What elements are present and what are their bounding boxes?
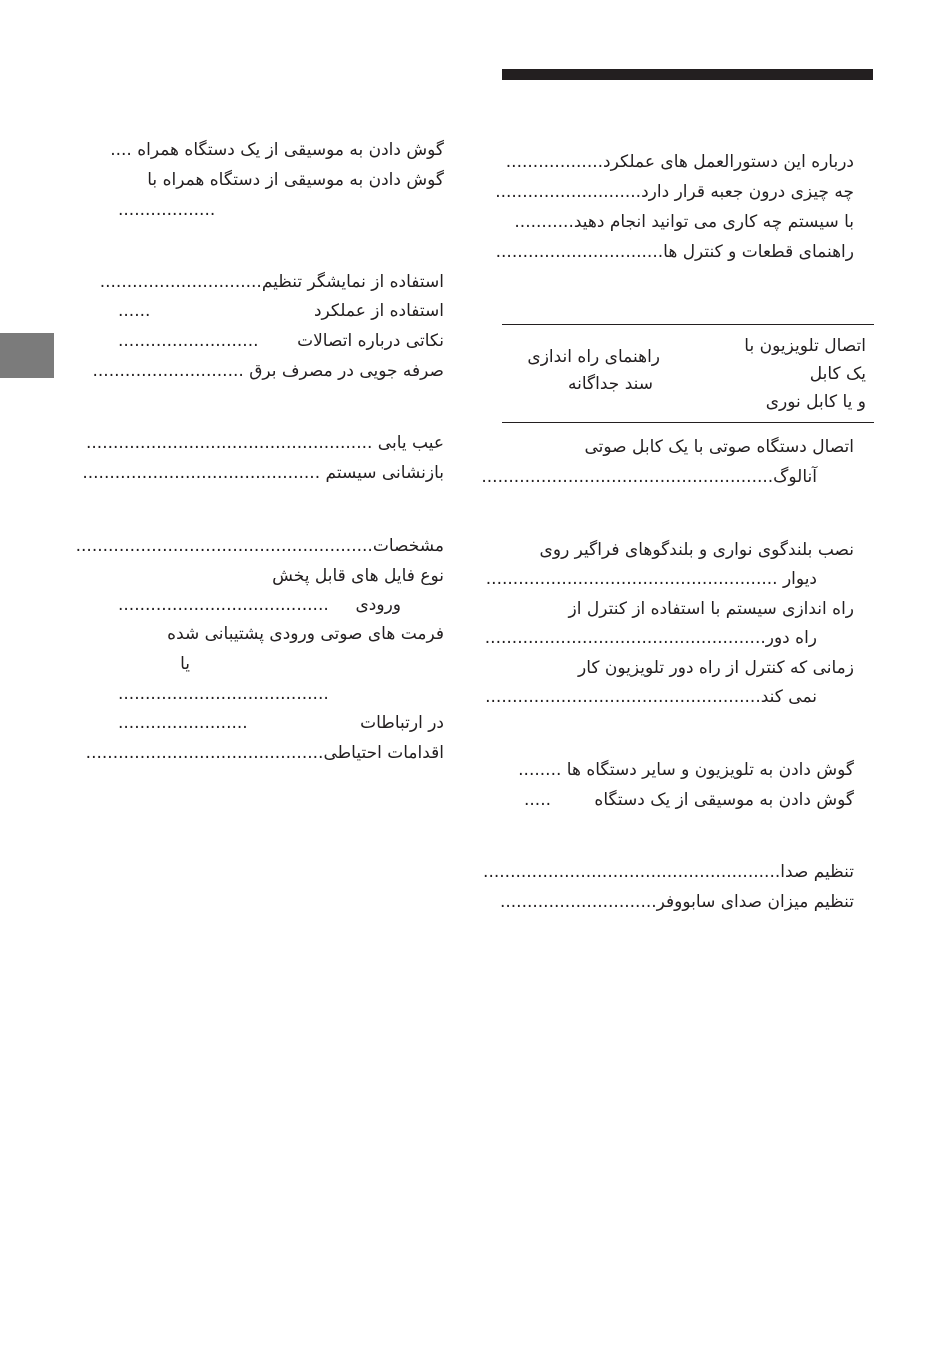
toc-entry: درباره این دستورالعمل های عملکرد.................. xyxy=(505,152,854,172)
toc-leader: ...... xyxy=(118,301,151,321)
toc-entry: راه دور.................................................... xyxy=(484,628,817,648)
toc-leader: .................. xyxy=(118,200,216,220)
table-cell-text: سند جداگانه xyxy=(568,374,653,394)
toc-entry: چه چیزی درون جعبه قرار دارد........................... xyxy=(495,182,854,202)
toc-entry: نصب بلندگوی نواری و بلندگوهای فراگیر روی xyxy=(539,540,854,560)
toc-entry: آنالوگ...................................................... xyxy=(481,467,817,487)
toc-entry: نمی کند................................................... xyxy=(485,687,817,707)
toc-entry: یا xyxy=(180,654,190,674)
toc-entry: تنظیم میزان صدای سابووفر............................. xyxy=(499,892,854,912)
toc-entry: گوش دادن به موسیقی از یک دستگاه همراه .... xyxy=(110,140,444,160)
table-cell-text: و یا کابل نوری xyxy=(765,392,866,412)
table-bottom-rule xyxy=(502,422,874,423)
toc-entry: مشخصات....................................................... xyxy=(75,536,444,556)
toc-entry: بازنشانی سیستم ............................................ xyxy=(82,463,444,483)
toc-leader: .......................... xyxy=(118,331,259,351)
toc-entry: تنظیم صدا....................................................... xyxy=(483,862,854,882)
toc-entry: راهنمای قطعات و کنترل ها............................... xyxy=(495,242,854,262)
toc-leader: ........................ xyxy=(118,713,248,733)
toc-entry: اتصال دستگاه صوتی با یک کابل صوتی xyxy=(584,437,854,457)
toc-entry: گوش دادن به تلویزیون و سایر دستگاه ها ........ xyxy=(518,760,854,780)
table-cell-text: یک کابل xyxy=(809,364,866,384)
toc-entry: استفاده از عملکرد xyxy=(313,301,444,321)
toc-entry: زمانی که کنترل از راه دور تلویزیون کار xyxy=(577,658,854,678)
table-top-rule xyxy=(502,324,874,325)
toc-entry: صرفه جویی در مصرف برق ............................ xyxy=(92,361,444,381)
toc-entry: راه اندازی سیستم با استفاده از کنترل از xyxy=(568,599,854,619)
header-bar xyxy=(502,69,873,80)
table-cell-text: اتصال تلویزیون با xyxy=(744,336,866,356)
toc-entry: گوش دادن به موسیقی از یک دستگاه xyxy=(594,790,854,810)
toc-entry: نوع فایل های قابل پخش xyxy=(272,566,444,586)
toc-entry: استفاده از نمایشگر تنظیم.............................. xyxy=(99,272,444,292)
section-tab xyxy=(0,333,54,378)
toc-entry: نکاتی درباره اتصالات xyxy=(297,331,444,351)
toc-entry: با سیستم چه کاری می توانید انجام دهید........... xyxy=(514,212,854,232)
toc-entry: دیوار ...................................................... xyxy=(485,569,817,589)
table-cell-text: راهنمای راه اندازی xyxy=(527,347,660,367)
toc-entry: در ارتباطات xyxy=(360,713,444,733)
toc-leader: ..... xyxy=(524,790,552,810)
toc-entry: فرمت های صوتی ورودی پشتیبانی شده xyxy=(167,624,444,644)
toc-entry: گوش دادن به موسیقی از دستگاه همراه با xyxy=(147,170,444,190)
toc-entry: ورودی xyxy=(355,595,401,615)
toc-entry: اقدامات احتیاطی............................................ xyxy=(85,743,444,763)
toc-entry: عیب یابی ..................................................... xyxy=(86,433,444,453)
toc-leader: ....................................... xyxy=(118,595,329,615)
toc-leader: ....................................... xyxy=(118,684,329,704)
